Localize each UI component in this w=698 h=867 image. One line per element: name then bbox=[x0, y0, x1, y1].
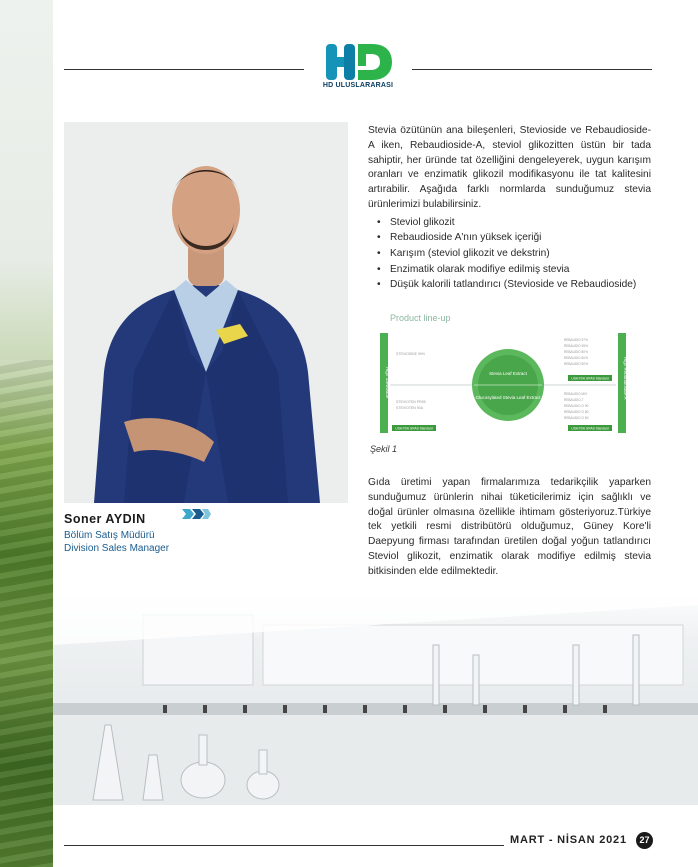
header-rule-left bbox=[64, 69, 304, 70]
figure-right-badge-top: USA FDA GRAS Standard bbox=[571, 376, 609, 381]
figure-right-item: REBAUDIO 50% bbox=[564, 362, 588, 366]
figure-center-top: Stevia Leaf Extract bbox=[489, 371, 527, 376]
figure-right-item: REBAUDIO 80% bbox=[564, 350, 588, 354]
figure-title: Product line-up bbox=[390, 313, 451, 323]
logo-text: HD ULUSLARARASI bbox=[322, 82, 394, 89]
list-item: • Karışım (steviol glikozit ve dekstrin) bbox=[368, 246, 651, 262]
list-item: • Düşük kalorili tatlandırıcı (Stevioside ve Rebaudioside) bbox=[368, 277, 651, 293]
product-list bbox=[368, 215, 651, 293]
figure-left-badge: USA FDA GRAS Standard bbox=[395, 426, 433, 431]
paragraph-1: Stevia özütünün ana bileşenleri, Stevioside ve Rebaudioside-A iken, Rebaudioside-A, steviol glikozitten üstün bir tada sahiptir, her üründe tat özelliğini dengeleyerek, uygun karışım oranları ve enzimatik glikozil modifikasyonu ile tat kalitesini artırabilir. Aşağıda farklı normlarda sunduğumuz stevia ürünlerimizi bulabilirsiniz. bbox=[368, 125, 651, 210]
figure-right-item: REBAUDIO 95% bbox=[564, 344, 588, 348]
figure-right-label: High Rebaudioside-A bbox=[623, 357, 628, 400]
article-intro bbox=[368, 124, 651, 293]
figure-right-item: REBAUDIO G 60 bbox=[564, 416, 589, 420]
header-rule-right bbox=[412, 69, 652, 70]
figure-right-item: REBAUDIO 97% bbox=[564, 338, 588, 342]
portrait-photo bbox=[64, 122, 348, 503]
paragraph-2: Gıda üretimi yapan firmalarımıza tedarikçilik yaparken sunduğumuz ürünlerin nihai tüketicilerimiz için sağlıklı ve doğal ürünler olmasına özellikle ihtimam gösteriyoruz.Türkiye tek yetkili resmi distribütörü olduğumuz, Güney Kore'li Daepyung firması tarafından üretilen doğal yoğun tatlandırıcı Steviol glikozit, enzimatik olarak modifiye edilmiş stevia bitkisinden elde edilmektedir. bbox=[368, 477, 651, 577]
product-lineup-figure bbox=[368, 307, 651, 442]
figure-left-item: STEVIOTEN PR95 bbox=[396, 400, 426, 404]
figure-right-item: REBAUDIO G 80 bbox=[564, 410, 589, 414]
footer-rule bbox=[64, 845, 504, 846]
figure-center-bottom: Glucosylated Stevia Leaf Extract bbox=[475, 395, 541, 400]
figure-caption: Şekil 1 bbox=[370, 444, 398, 454]
person-title-en: Division Sales Manager bbox=[64, 543, 170, 554]
figure-right-item: REBAUDIO MIX bbox=[564, 392, 588, 396]
figure-left-label: High Stevioside bbox=[385, 367, 390, 399]
person-title-tr: Bölüm Satış Müdürü bbox=[64, 530, 155, 541]
tea-field-background bbox=[0, 0, 53, 867]
figure-right-item: REBAUDIO G 90 bbox=[564, 404, 589, 408]
person-name: Soner AYDIN bbox=[64, 512, 146, 526]
article-body bbox=[368, 476, 651, 580]
figure-right-badge-bottom: USA FDA GRAS Standard bbox=[571, 426, 609, 431]
figure-right-item: REBAUDIO-T bbox=[564, 398, 584, 402]
issue-date: MART - NİSAN 2021 bbox=[510, 834, 627, 846]
list-item: • Enzimatik olarak modifiye edilmiş stevia bbox=[368, 262, 651, 278]
figure-right-item: REBAUDIO 60% bbox=[564, 356, 588, 360]
figure-left-item: STEVIOTEN 90A bbox=[396, 406, 424, 410]
figure-left-item: STEVIOSIDE 90% bbox=[396, 352, 425, 356]
laboratory-background bbox=[53, 585, 698, 805]
list-item: • Rebaudioside A'nın yüksek içeriği bbox=[368, 230, 651, 246]
list-item: • Steviol glikozit bbox=[368, 215, 651, 231]
person-caption bbox=[64, 512, 348, 555]
page-number: 27 bbox=[636, 832, 653, 849]
